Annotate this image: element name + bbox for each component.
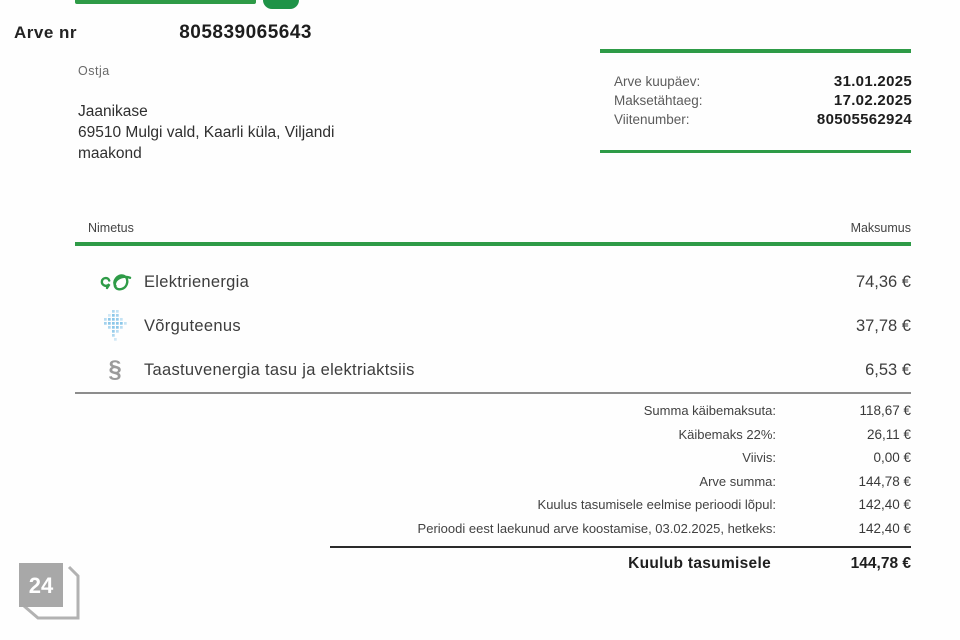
summary-label: Kuulus tasumisele eelmise perioodi lõpul: xyxy=(537,497,776,513)
buyer-name: Jaanikase xyxy=(78,103,148,120)
item-amount: 37,78 € xyxy=(855,316,911,335)
meta-row-reference-number xyxy=(600,111,912,130)
reference-number-value: 80505562924 xyxy=(816,111,912,128)
summary-row-previous-balance xyxy=(80,497,911,521)
due-date-value: 17.02.2025 xyxy=(833,92,912,109)
summary-label: Viivis: xyxy=(742,450,776,466)
total-due-value: 144,78 € xyxy=(850,555,911,572)
invoice-date-value: 31.01.2025 xyxy=(833,73,912,90)
summary-value: 144,78 € xyxy=(858,473,911,489)
summary-label: Summa käibemaksuta: xyxy=(643,403,776,418)
meta-row-invoice-date xyxy=(600,73,912,92)
invoice-number-row xyxy=(0,22,312,44)
section-sign-icon: § xyxy=(108,356,122,383)
buyer-label: Ostja xyxy=(78,64,110,78)
table-row xyxy=(75,260,911,304)
buyer-address xyxy=(78,101,334,164)
page-number-badge xyxy=(16,560,82,629)
column-header-name: Nimetus xyxy=(88,221,134,235)
divider-green-top xyxy=(600,49,911,53)
logo-wordmark-cropped xyxy=(75,0,256,4)
item-name: Võrguteenus xyxy=(144,316,241,335)
invoice-number-value: 805839065643 xyxy=(179,22,312,43)
summary-label: Käibemaks 22%: xyxy=(678,426,776,442)
summary-row-invoice-total xyxy=(80,474,911,498)
total-due-row xyxy=(330,555,911,573)
summary-label: Perioodi eest laekunud arve koostamise, 03.02.2025, hetkeks: xyxy=(417,520,776,536)
summary-value: 0,00 € xyxy=(873,450,911,466)
invoice-number-label: Arve nr xyxy=(14,23,78,42)
summary-label: Arve summa: xyxy=(699,473,776,489)
item-amount: 6,53 € xyxy=(865,360,911,379)
logo-circle-icon xyxy=(263,0,299,9)
lightning-dots-icon xyxy=(96,309,134,343)
column-header-amount: Maksumus xyxy=(850,221,911,235)
item-name: Elektrienergia xyxy=(144,272,250,291)
item-amount: 74,36 € xyxy=(855,272,911,291)
summary-row-vat xyxy=(80,427,911,451)
invoice-meta xyxy=(600,73,912,130)
summary-value: 142,40 € xyxy=(858,497,911,513)
page-number-text: 24 xyxy=(28,573,54,598)
invoice-date-label: Arve kuupäev: xyxy=(614,74,701,89)
electricity-swirl-icon xyxy=(96,268,134,296)
buyer-address-line2: maakond xyxy=(78,145,142,162)
summary-row-subtotal xyxy=(80,403,911,427)
divider-items-bottom xyxy=(75,392,911,394)
summary-row-late-fee xyxy=(80,450,911,474)
table-row xyxy=(75,304,911,348)
buyer-address-line1: 69510 Mulgi vald, Kaarli küla, Viljandi xyxy=(78,124,335,141)
summary-value: 142,40 € xyxy=(858,520,911,536)
divider-green-table-header xyxy=(75,242,911,246)
reference-number-label: Viitenumber: xyxy=(614,112,690,127)
divider-green-meta xyxy=(600,150,911,153)
divider-total xyxy=(330,546,911,548)
summary-value: 118,67 € xyxy=(859,403,911,418)
summary-value: 26,11 € xyxy=(866,426,911,442)
table-row xyxy=(75,348,911,392)
meta-row-due-date xyxy=(600,92,912,111)
summary-row-payments-received xyxy=(80,521,911,545)
due-date-label: Maksetähtaeg: xyxy=(614,93,703,108)
summary-block xyxy=(80,403,911,545)
item-name: Taastuvenergia tasu ja elektriaktsiis xyxy=(144,360,415,379)
total-due-label: Kuulub tasumisele xyxy=(628,555,771,572)
